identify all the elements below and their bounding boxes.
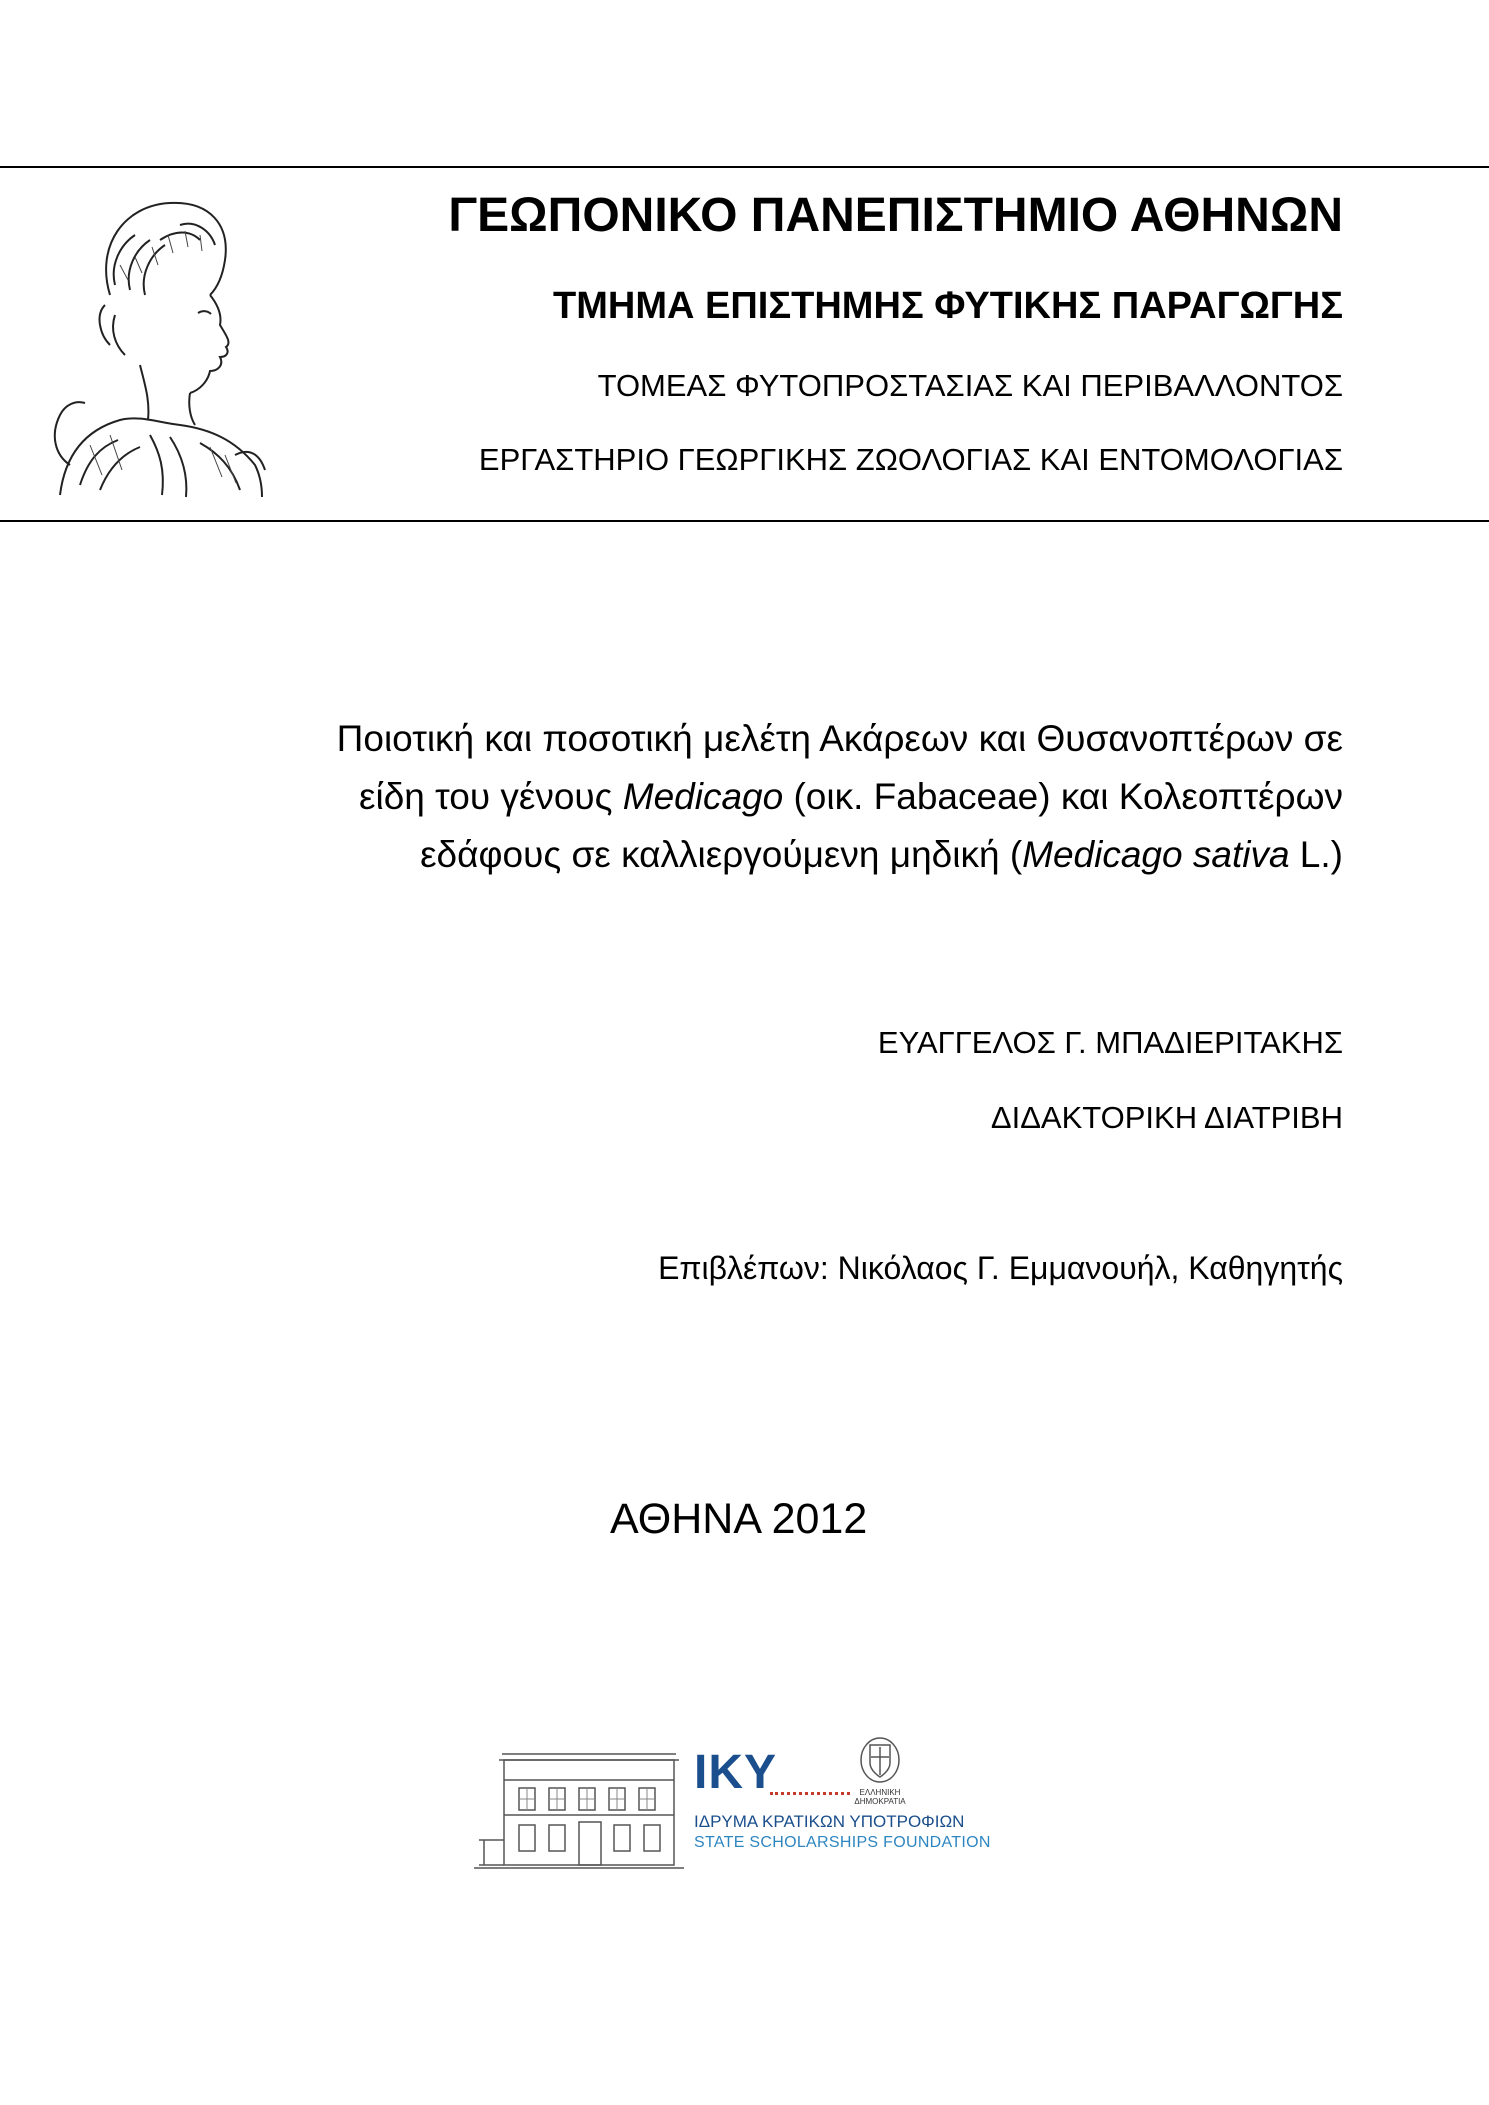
emblem-caption-line-2: ΔΗΜΟΚΡΑΤΙΑ bbox=[854, 1797, 906, 1806]
greek-republic-emblem-icon bbox=[858, 1735, 902, 1785]
emblem-caption bbox=[845, 1788, 915, 1806]
thesis-title bbox=[143, 710, 1343, 884]
place-and-year: ΑΘΗΝΑ 2012 bbox=[610, 1495, 868, 1543]
thesis-title-line-2 bbox=[143, 768, 1343, 826]
university-name: ΓΕΩΠΟΝΙΚΟ ΠΑΝΕΠΙΣΤΗΜΙΟ ΑΘΗΝΩΝ bbox=[448, 189, 1343, 242]
title-genus-italic: Medicago bbox=[622, 776, 784, 817]
thesis-title-line-3 bbox=[143, 826, 1343, 884]
header-bottom-rule bbox=[0, 520, 1489, 522]
author-name: ΕΥΑΓΓΕΛΟΣ Γ. ΜΠΑΔΙΕΡΙΤΑΚΗΣ bbox=[877, 1025, 1343, 1060]
sponsor-name-english: STATE SCHOLARSHIPS FOUNDATION bbox=[694, 1834, 991, 1851]
iky-dotted-line bbox=[770, 1792, 850, 1795]
document-type: ΔΙΔΑΚΤΟΡΙΚΗ ΔΙΑΤΡΙΒΗ bbox=[990, 1100, 1343, 1135]
laboratory-name: ΕΡΓΑΣΤΗΡΙΟ ΓΕΩΡΓΙΚΗΣ ΖΩΟΛΟΓΙΑΣ ΚΑΙ ΕΝΤΟΜΟΛΟΓΙΑΣ bbox=[478, 442, 1343, 477]
title-text: (οικ. Fabaceae) και Κολεοπτέρων bbox=[783, 776, 1343, 817]
supervisor: Επιβλέπων: Νικόλαος Γ. Εμμανουήλ, Καθηγητής bbox=[658, 1250, 1343, 1286]
title-text: L.) bbox=[1289, 834, 1343, 875]
iky-logo: IKY bbox=[694, 1746, 778, 1799]
sector-name: ΤΟΜΕΑΣ ΦΥΤΟΠΡΟΣΤΑΣΙΑΣ ΚΑΙ ΠΕΡΙΒΑΛΛΟΝΤΟΣ bbox=[597, 368, 1343, 403]
title-species-italic: Medicago sativa bbox=[1022, 834, 1290, 875]
iky-building-icon bbox=[474, 1740, 684, 1870]
sponsor-name-greek: ΙΔΡΥΜΑ ΚΡΑΤΙΚΩΝ ΥΠΟΤΡΟΦΙΩΝ bbox=[694, 1812, 965, 1831]
thesis-title-line-1: Ποιοτική και ποσοτική μελέτη Ακάρεων και Θυσανοπτέρων σε bbox=[336, 718, 1343, 759]
emblem-caption-line-1: ΕΛΛΗΝΙΚΗ bbox=[859, 1788, 901, 1797]
header-top-rule bbox=[0, 166, 1489, 168]
university-portrait-logo-icon bbox=[40, 185, 270, 505]
department-name: ΤΜΗΜΑ ΕΠΙΣΤΗΜΗΣ ΦΥΤΙΚΗΣ ΠΑΡΑΓΩΓΗΣ bbox=[553, 285, 1343, 327]
title-text: είδη του γένους bbox=[358, 776, 623, 817]
title-text: εδάφους σε καλλιεργούμενη μηδική ( bbox=[420, 834, 1023, 875]
